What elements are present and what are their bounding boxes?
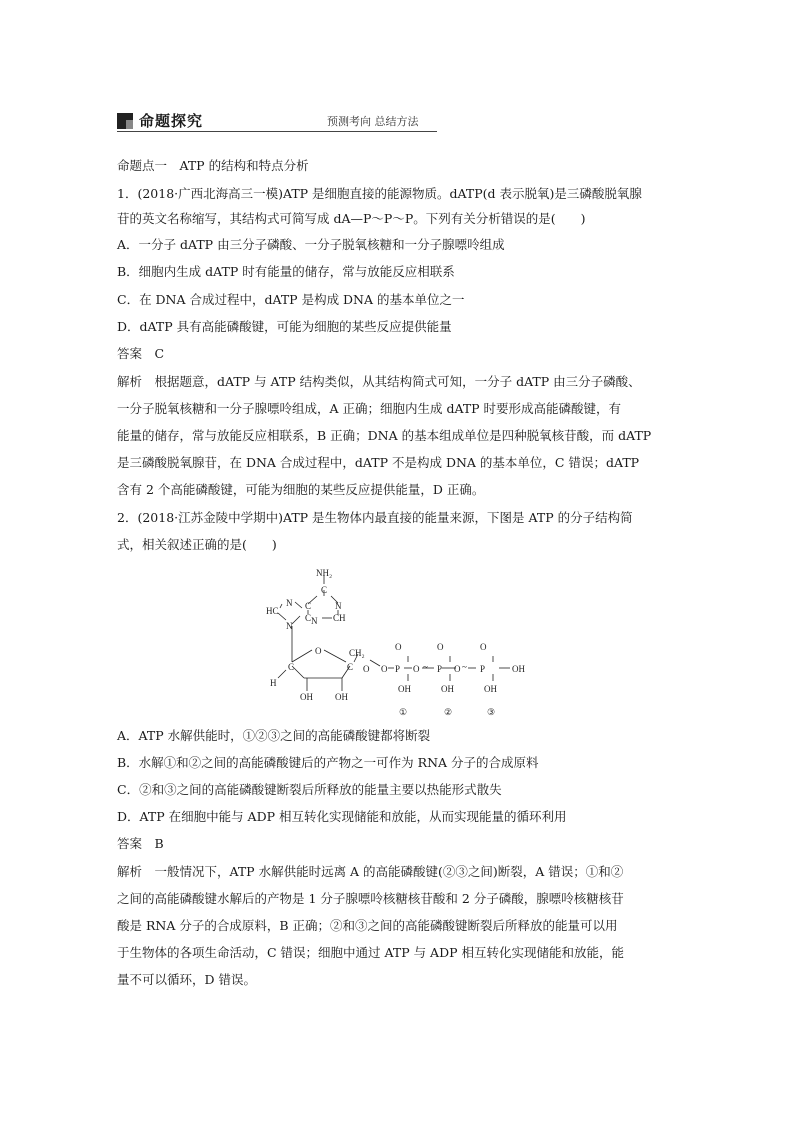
label-o: O [363, 664, 370, 674]
section-header [117, 110, 437, 132]
q1-option-a: A．一分子 dATP 由三分子磷酸、一分子脱氧核糖和一分子腺嘌呤组成 [117, 237, 505, 252]
q1-option-d: D．dATP 具有高能磷酸键，可能为细胞的某些反应提供能量 [117, 319, 452, 334]
label-c: C [321, 585, 328, 595]
q2-analysis-line: 酸是 RNA 分子的合成原料，B 正确；②和③之间的高能磷酸键断裂后所释放的能量可以用 [117, 918, 618, 933]
label-c: C [347, 662, 354, 672]
q2-option-d: D．ATP 在细胞中能与 ADP 相互转化实现储能和放能，从而实现能量的循环利用 [117, 809, 567, 824]
label-ch2: CH₂ [349, 648, 365, 658]
q1-analysis-line: 含有 2 个高能磷酸键，可能为细胞的某些反应提供能量，D 正确。 [117, 482, 485, 497]
header-subtitle: 预测考向 总结方法 [327, 115, 419, 128]
q1-analysis-line: 能量的储存，常与放能反应相联系，B 正确；DNA 的基本组成单位是四种脱氧核苷酸，而 dATP [117, 428, 652, 443]
label-c: C [305, 613, 312, 623]
label-circle-3: ③ [487, 707, 496, 717]
label-c: C [288, 662, 295, 672]
label-oh: OH [335, 692, 348, 702]
label-hc: HC [266, 606, 279, 616]
label-o: O [437, 642, 444, 652]
q1-analysis-line: 解析 根据题意，dATP 与 ATP 结构类似，从其结构简式可知，一分子 dATP 由三分子磷酸、 [117, 374, 641, 389]
label-tilde: ~ [423, 662, 428, 672]
label-nh2: NH₂ [316, 568, 333, 578]
section-heading: 命题点一 ATP 的结构和特点分析 [117, 158, 309, 173]
label-n: N [286, 598, 293, 608]
label-tilde: ~ [462, 662, 467, 672]
label-circle-1: ① [399, 707, 408, 717]
q1-option-c: C．在 DNA 合成过程中，dATP 是构成 DNA 的基本单位之一 [117, 292, 465, 307]
q2-option-a: A．ATP 水解供能时，①②③之间的高能磷酸键都将断裂 [117, 728, 431, 743]
q2-stem-line1: 2．(2018·江苏金陵中学期中)ATP 是生物体内最直接的能量来源，下图是 ATP 的分子结构简 [117, 510, 633, 525]
label-o: O [381, 664, 388, 674]
q1-stem-line1: 1．(2018·广西北海高三一模)ATP 是细胞直接的能源物质。dATP(d 表示脱氧)是三磷酸脱氧腺 [117, 186, 642, 201]
q2-stem-line2: 式，相关叙述正确的是( ) [117, 537, 277, 552]
label-n: N [335, 601, 342, 611]
q2-answer: 答案 B [117, 836, 164, 851]
q2-option-b: B．水解①和②之间的高能磷酸键后的产物之一可作为 RNA 分子的合成原料 [117, 755, 539, 770]
section-mark-icon [117, 113, 133, 129]
label-p: P [437, 664, 443, 674]
label-oh: OH [441, 684, 454, 694]
label-c: C [305, 601, 312, 611]
label-oh: OH [484, 684, 497, 694]
label-p: P [395, 664, 401, 674]
q1-analysis-line: 是三磷酸脱氧腺苷，在 DNA 合成过程中，dATP 不是构成 DNA 的基本单位，C 错误；dATP [117, 455, 640, 470]
label-n: N [311, 616, 318, 626]
q2-option-c: C．②和③之间的高能磷酸键断裂后所释放的能量主要以热能形式散失 [117, 782, 502, 797]
label-o: O [413, 664, 420, 674]
label-oh: OH [512, 664, 525, 674]
label-circle-2: ② [444, 707, 453, 717]
q2-analysis-line: 之间的高能磷酸键水解后的产物是 1 分子腺嘌呤核糖核苷酸和 2 分子磷酸，腺嘌呤核糖核苷 [117, 891, 624, 906]
label-p: P [480, 664, 486, 674]
header-title: 命题探究 [139, 112, 204, 130]
q1-option-b: B．细胞内生成 dATP 时有能量的储存，常与放能反应相联系 [117, 264, 455, 279]
label-h: H [270, 678, 277, 688]
label-n: N [286, 621, 293, 631]
label-o: O [395, 642, 402, 652]
q2-analysis-line: 解析 一般情况下，ATP 水解供能时远离 A 的高能磷酸键(②③之间)断裂，A 错误；①和② [117, 864, 624, 879]
label-o: O [315, 646, 322, 656]
label-o: O [454, 664, 461, 674]
q1-analysis-line: 一分子脱氧核糖和一分子腺嘌呤组成，A 正确；细胞内生成 dATP 时要形成高能磷酸键，有 [117, 401, 622, 416]
label-ch: CH [333, 613, 346, 623]
header-rule [117, 131, 437, 132]
label-oh: OH [398, 684, 411, 694]
q1-answer: 答案 C [117, 346, 165, 361]
q2-analysis-line: 量不可以循环，D 错误。 [117, 972, 256, 987]
label-o: O [480, 642, 487, 652]
atp-structure-diagram [262, 566, 532, 724]
q1-stem-line2: 苷的英文名称缩写，其结构式可简写成 dA—P～P～P。下列有关分析错误的是( ) [117, 211, 586, 226]
label-oh: OH [300, 692, 313, 702]
q2-analysis-line: 于生物体的各项生命活动，C 错误；细胞中通过 ATP 与 ADP 相互转化实现储能和放能，能 [117, 945, 624, 960]
